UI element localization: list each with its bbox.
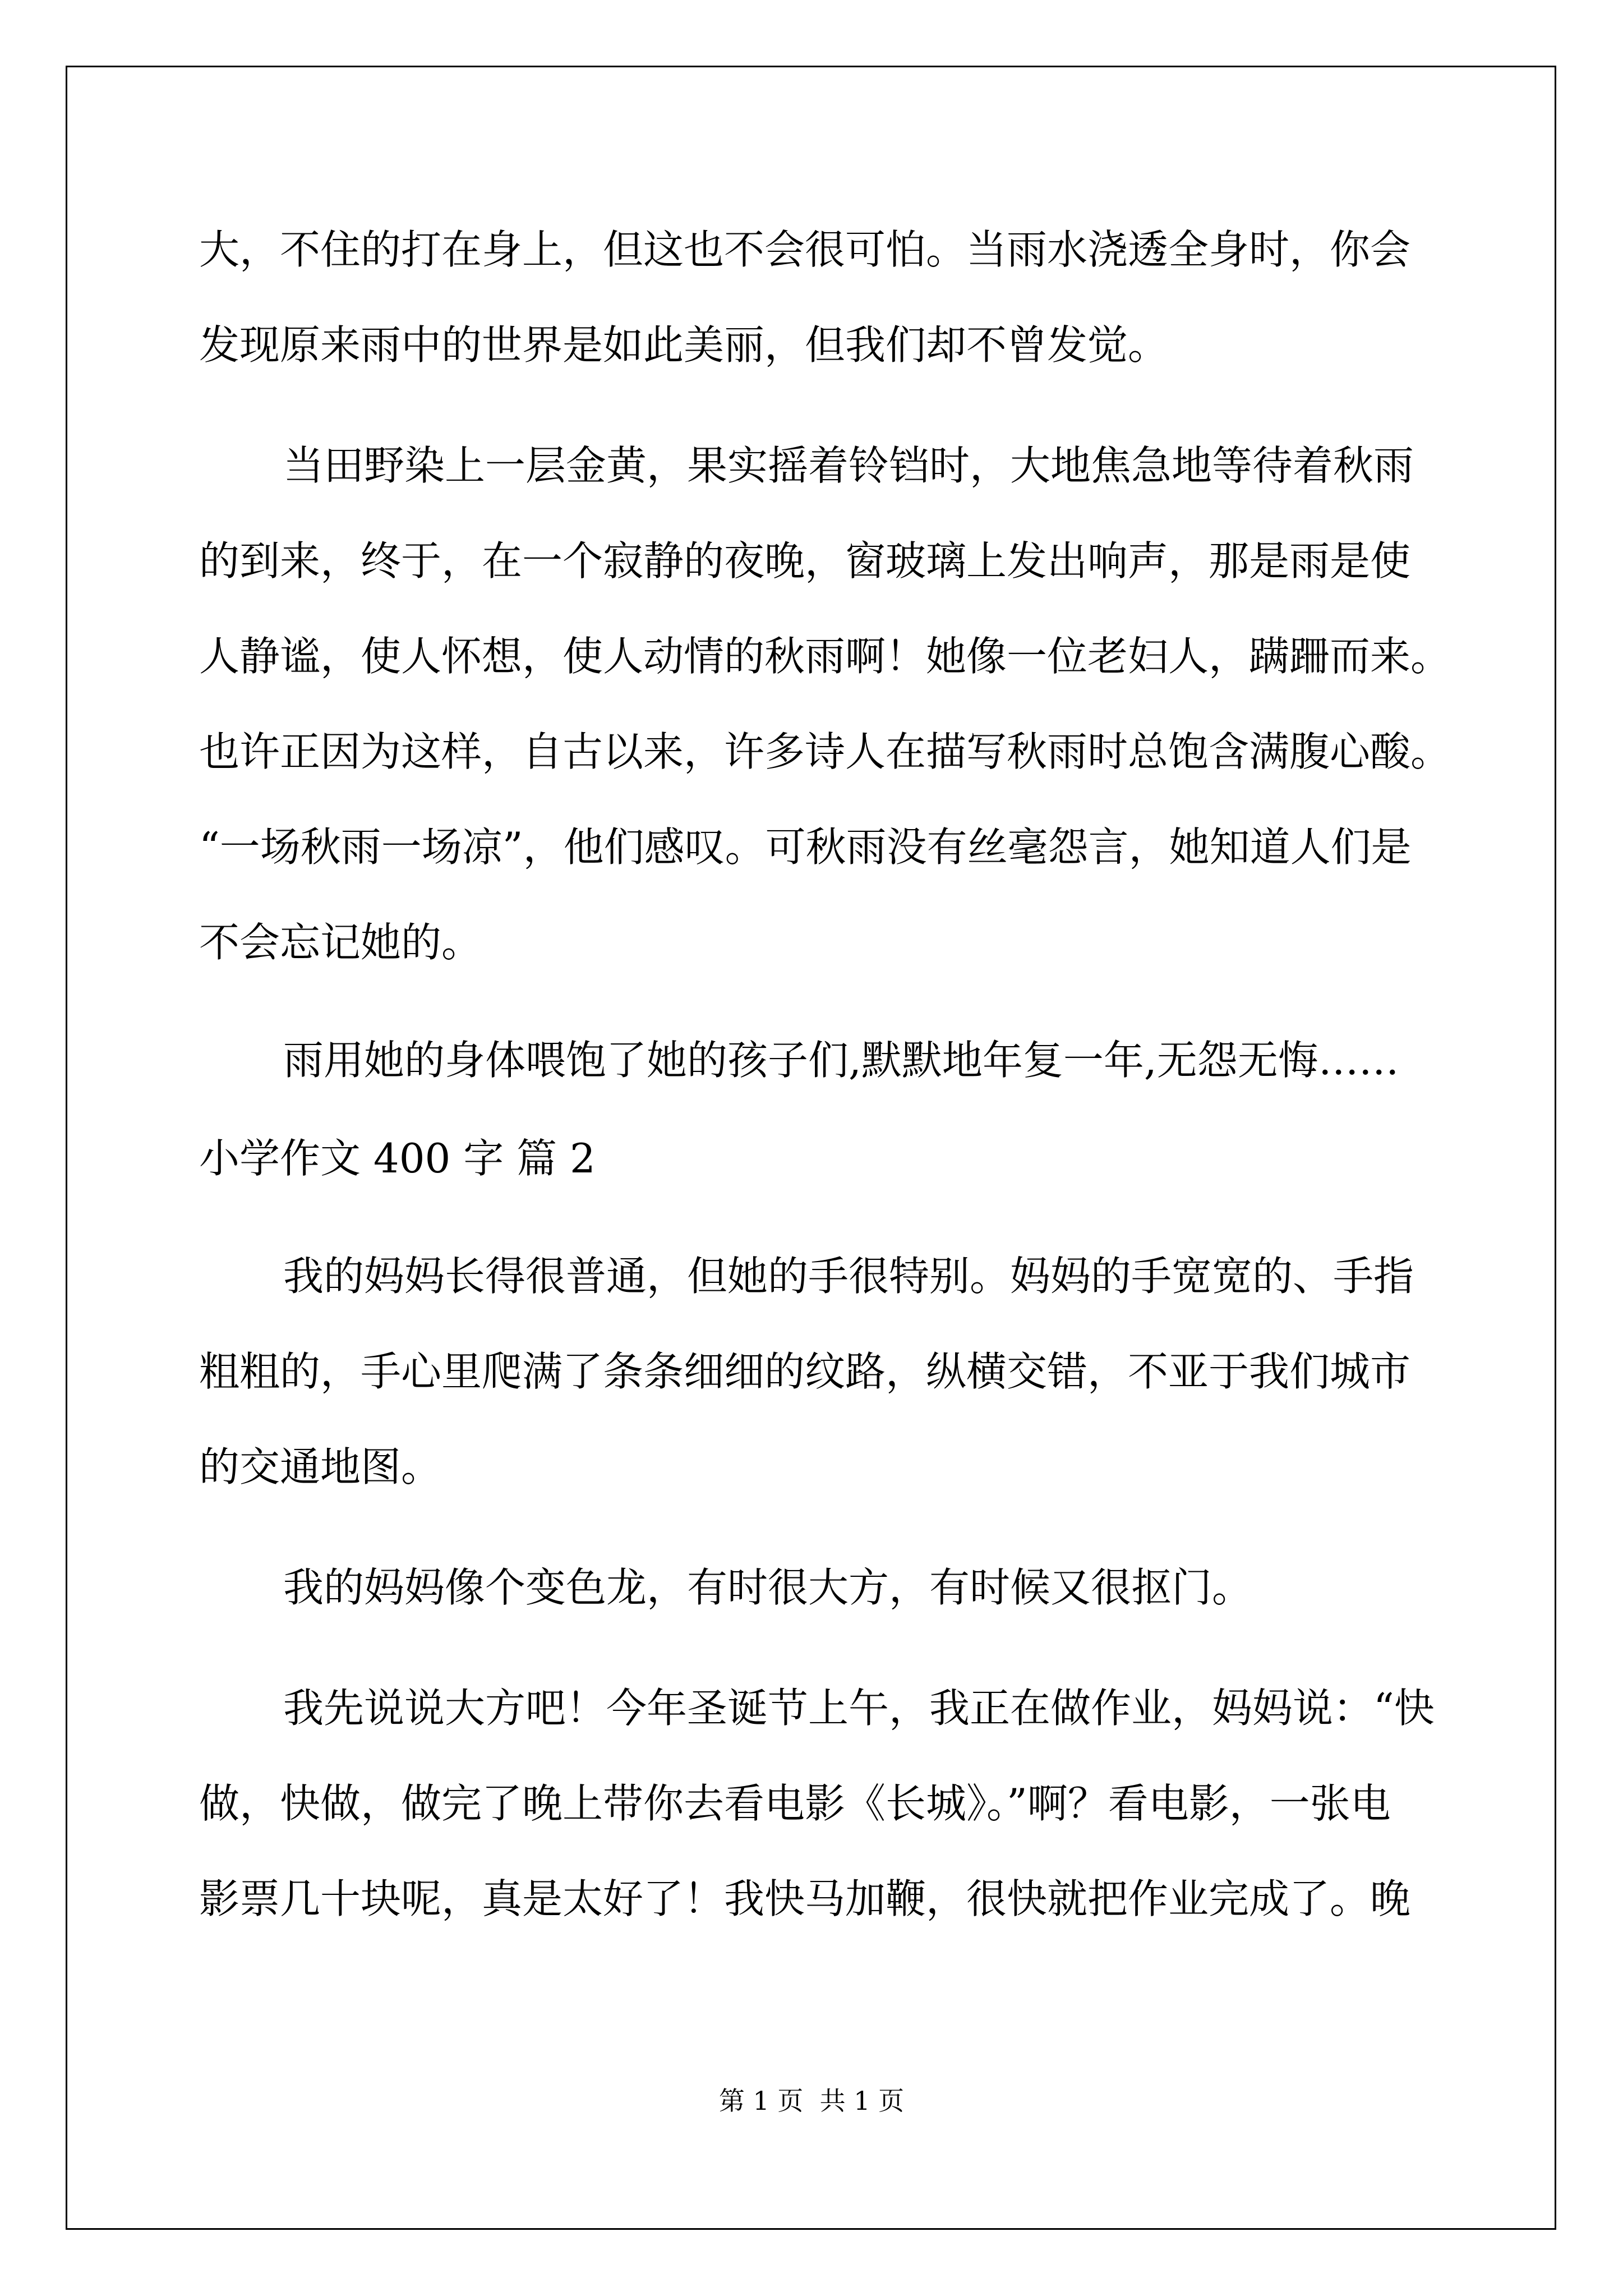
text-line: 的到来，终于，在一个寂静的夜晚，窗玻璃上发出响声，那是雨是使	[199, 537, 1411, 585]
text-line: 也许正因为这样，自古以来，许多诗人在描写秋雨时总饱含满腹心酸。	[199, 728, 1451, 775]
text-line: 的交通地图。	[199, 1443, 442, 1490]
text-line: 粗粗的，手心里爬满了条条细细的纹路，纵横交错，不亚于我们城市	[199, 1348, 1411, 1395]
text-line: 我的妈妈像个变色龙，有时很大方，有时候又很抠门。	[283, 1564, 1253, 1611]
text-line: 我的妈妈长得很普通，但她的手很特别。妈妈的手宽宽的、手指	[283, 1253, 1414, 1300]
section-heading: 小学作文 400 字 篇 2	[199, 1135, 596, 1182]
text-line: 我先说说大方吧！今年圣诞节上午，我正在做作业，妈妈说：“快	[283, 1685, 1435, 1732]
text-line: 大，不住的打在身上，但这也不会很可怕。当雨水浇透全身时，你会	[199, 226, 1411, 273]
text-line: 人静谧，使人怀想，使人动情的秋雨啊！她像一位老妇人，蹒跚而来。	[199, 633, 1451, 680]
text-line: “一场秋雨一场凉”，他们感叹。可秋雨没有丝毫怨言，她知道人们是	[199, 823, 1412, 871]
text-line: 发现原来雨中的世界是如此美丽，但我们却不曾发觉。	[199, 321, 1169, 369]
text-line: 做，快做，做完了晚上带你去看电影《长城》。”啊？看电影，一张电	[199, 1780, 1391, 1827]
text-line: 雨用她的身体喂饱了她的孩子们,默默地年复一年,无怨无悔……	[283, 1037, 1399, 1084]
page-footer: 第 1 页 共 1 页	[718, 2086, 905, 2116]
text-line: 影票几十块呢，真是太好了！我快马加鞭，很快就把作业完成了。晚	[199, 1875, 1411, 1922]
text-line: 不会忘记她的。	[199, 919, 482, 966]
text-line: 当田野染上一层金黄，果实摇着铃铛时，大地焦急地等待着秋雨	[283, 442, 1414, 489]
